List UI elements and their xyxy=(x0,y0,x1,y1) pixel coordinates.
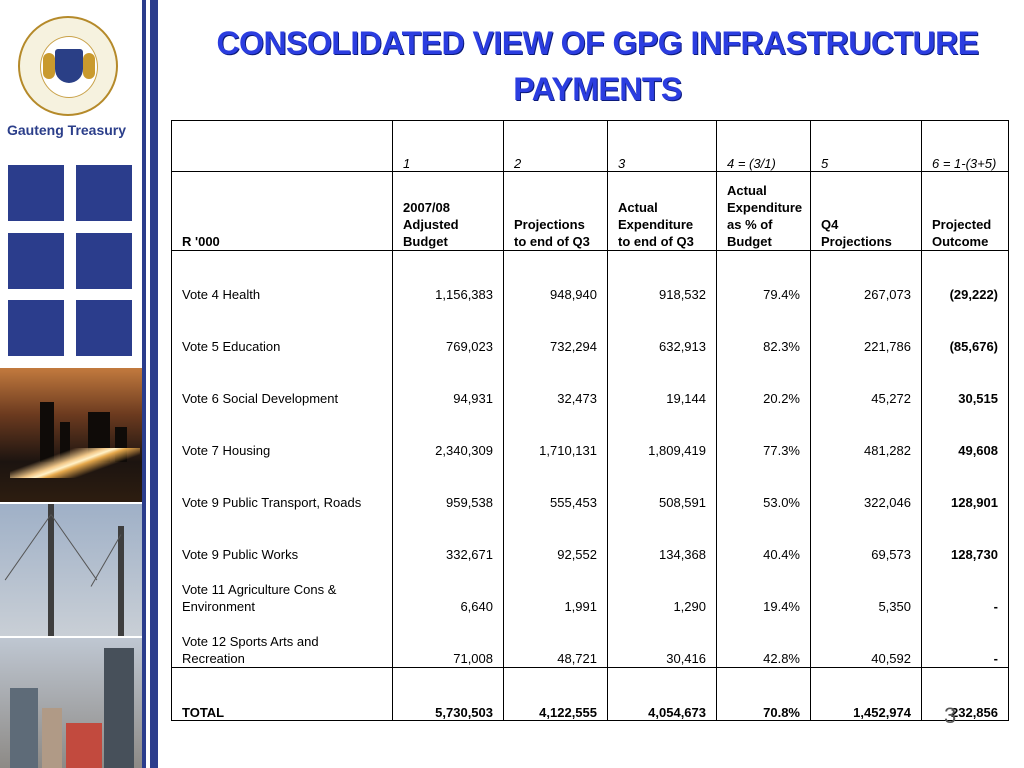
decorative-square xyxy=(8,300,64,356)
table-cell: 5,350 xyxy=(811,563,922,615)
table-cell: 53.0% xyxy=(717,459,811,511)
table-cell: 45,272 xyxy=(811,355,922,407)
projected-outcome-cell: - xyxy=(922,615,1009,668)
brand-name: Gauteng Treasury xyxy=(7,122,127,138)
projected-outcome-cell: 30,515 xyxy=(922,355,1009,407)
table-cell: 30,416 xyxy=(608,615,717,668)
projected-outcome-cell: - xyxy=(922,563,1009,615)
table-cell: 69,573 xyxy=(811,511,922,563)
table-cell: 71,008 xyxy=(393,615,504,668)
total-cell: 1,452,974 xyxy=(811,668,922,721)
payments-table xyxy=(171,120,1009,721)
table-row xyxy=(172,355,1009,407)
city-night-photo xyxy=(0,368,142,502)
total-cell: 4,054,673 xyxy=(608,668,717,721)
table-cell: 481,282 xyxy=(811,407,922,459)
slide-number: 3 xyxy=(944,703,957,728)
table-cell: 1,809,419 xyxy=(608,407,717,459)
table-cell: 2,340,309 xyxy=(393,407,504,459)
table-cell: 48,721 xyxy=(504,615,608,668)
header-number: 3 xyxy=(608,121,717,172)
header-number: 5 xyxy=(811,121,922,172)
projected-outcome-cell: (29,222) xyxy=(922,251,1009,304)
city-skyline-photo xyxy=(0,638,142,768)
table-row xyxy=(172,303,1009,355)
table-row xyxy=(172,459,1009,511)
projected-outcome-cell: (85,676) xyxy=(922,303,1009,355)
table-cell: 948,940 xyxy=(504,251,608,304)
header-row-labels xyxy=(172,172,1009,251)
decorative-square xyxy=(76,233,132,289)
table-row xyxy=(172,407,1009,459)
column-header: Actual Expenditure as % of Budget xyxy=(717,172,811,251)
header-number xyxy=(172,121,393,172)
table-cell: 1,991 xyxy=(504,563,608,615)
sidebar xyxy=(0,0,142,768)
lion-left-icon xyxy=(43,53,55,79)
table-cell: 94,931 xyxy=(393,355,504,407)
table-cell: 19,144 xyxy=(608,355,717,407)
header-number: 1 xyxy=(393,121,504,172)
total-row xyxy=(172,668,1009,721)
table-cell: 1,290 xyxy=(608,563,717,615)
table-row xyxy=(172,615,1009,668)
vote-name: Vote 9 Public Works xyxy=(172,511,393,563)
vote-name: Vote 9 Public Transport, Roads xyxy=(172,459,393,511)
table-cell: 79.4% xyxy=(717,251,811,304)
column-header: Projections to end of Q3 xyxy=(504,172,608,251)
vote-name: Vote 4 Health xyxy=(172,251,393,304)
table-cell: 20.2% xyxy=(717,355,811,407)
table-cell: 6,640 xyxy=(393,563,504,615)
table-cell: 332,671 xyxy=(393,511,504,563)
column-header: Actual Expenditure to end of Q3 xyxy=(608,172,717,251)
table-cell: 32,473 xyxy=(504,355,608,407)
table-cell: 42.8% xyxy=(717,615,811,668)
vote-name: Vote 6 Social Development xyxy=(172,355,393,407)
total-cell: 70.8% xyxy=(717,668,811,721)
vertical-stripes xyxy=(142,0,158,768)
table-cell: 632,913 xyxy=(608,303,717,355)
table-cell: 221,786 xyxy=(811,303,922,355)
table-cell: 92,552 xyxy=(504,511,608,563)
projected-outcome-cell: 49,608 xyxy=(922,407,1009,459)
decorative-square xyxy=(8,233,64,289)
header-number: 4 = (3/1) xyxy=(717,121,811,172)
table-cell: 918,532 xyxy=(608,251,717,304)
table-cell: 134,368 xyxy=(608,511,717,563)
table-cell: 77.3% xyxy=(717,407,811,459)
header-number: 6 = 1-(3+5) xyxy=(922,121,1009,172)
header-row-numbers xyxy=(172,121,1009,172)
lion-right-icon xyxy=(83,53,95,79)
total-cell: 232,856 xyxy=(922,668,1009,721)
table-cell: 959,538 xyxy=(393,459,504,511)
table-cell: 508,591 xyxy=(608,459,717,511)
table-cell: 267,073 xyxy=(811,251,922,304)
total-cell: 5,730,503 xyxy=(393,668,504,721)
header-number: 2 xyxy=(504,121,608,172)
table-cell: 82.3% xyxy=(717,303,811,355)
table-row xyxy=(172,511,1009,563)
bridge-photo xyxy=(0,504,142,636)
decorative-square xyxy=(76,165,132,221)
table-cell: 19.4% xyxy=(717,563,811,615)
table-row xyxy=(172,251,1009,304)
table-row xyxy=(172,563,1009,615)
crest-emblem xyxy=(40,36,98,98)
vote-name: Vote 11 Agriculture Cons & Environment xyxy=(172,563,393,615)
vote-name: Vote 7 Housing xyxy=(172,407,393,459)
page-title: CONSOLIDATED VIEW OF GPG INFRASTRUCTURE PAYMENTS xyxy=(216,25,979,107)
vote-name: Vote 5 Education xyxy=(172,303,393,355)
decorative-square xyxy=(8,165,64,221)
column-header: R '000 xyxy=(172,172,393,251)
table-cell: 40.4% xyxy=(717,511,811,563)
total-label: TOTAL xyxy=(172,668,393,721)
vote-name: Vote 12 Sports Arts and Recreation xyxy=(172,615,393,668)
total-cell: 4,122,555 xyxy=(504,668,608,721)
table-cell: 1,156,383 xyxy=(393,251,504,304)
table-cell: 322,046 xyxy=(811,459,922,511)
table-cell: 1,710,131 xyxy=(504,407,608,459)
column-header: Q4 Projections xyxy=(811,172,922,251)
table-cell: 732,294 xyxy=(504,303,608,355)
gauteng-crest-logo xyxy=(18,16,118,116)
column-header: 2007/08 Adjusted Budget xyxy=(393,172,504,251)
table-cell: 40,592 xyxy=(811,615,922,668)
projected-outcome-cell: 128,730 xyxy=(922,511,1009,563)
projected-outcome-cell: 128,901 xyxy=(922,459,1009,511)
column-header: Projected Outcome xyxy=(922,172,1009,251)
shield-icon xyxy=(55,49,83,83)
table-cell: 555,453 xyxy=(504,459,608,511)
table-cell: 769,023 xyxy=(393,303,504,355)
decorative-square xyxy=(76,300,132,356)
